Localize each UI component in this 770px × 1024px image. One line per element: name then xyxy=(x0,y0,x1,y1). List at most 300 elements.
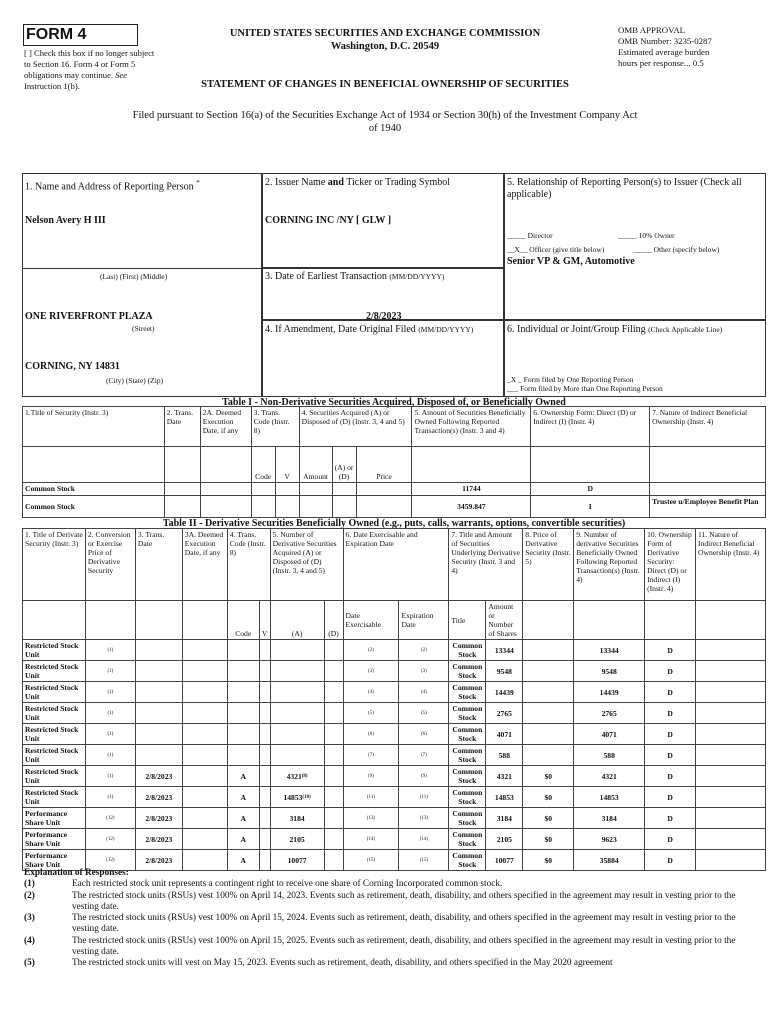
footnote-ref: (3) xyxy=(368,668,374,674)
t2-amount-value: 10077 xyxy=(287,855,307,865)
t2-cell-ushares: 4321 xyxy=(486,766,523,787)
t2-cell-utitle: Common Stock xyxy=(449,640,486,661)
footnote-ref: (5) xyxy=(420,710,427,716)
name-parts-label: (Last) (First) (Middle) xyxy=(100,272,168,281)
t2-cell-price xyxy=(523,745,574,766)
t2-cell-title: Restricted Stock Unit xyxy=(23,745,86,766)
t2-cell-form: D xyxy=(645,745,696,766)
t2-cell-deemed xyxy=(182,682,227,703)
t2-cell-price xyxy=(523,703,574,724)
footnote-ref: (11) xyxy=(419,794,428,800)
t2-cell-owned: 588 xyxy=(574,745,645,766)
t1-r0-title: Common Stock xyxy=(23,483,165,496)
table-row xyxy=(23,682,766,703)
explanation-text: The restricted stock units (RSUs) vest 100% on April 14, 2023. Events such as retirement, death, disability, and others specified in the agreement may result in vesting prior to the vesting date. xyxy=(72,890,736,912)
t2-cell-v xyxy=(259,745,270,766)
rel-owner: _____ 10% Owner xyxy=(618,231,675,240)
box4-label: 4. If Amendment, Date Original Filed (MM/DD/YYYY) xyxy=(265,324,474,335)
t2-cell-v xyxy=(259,829,270,850)
t2-amount-value: 4321 xyxy=(286,771,302,781)
rel-officer: __X__ Officer (give title below) xyxy=(507,245,605,254)
filed-pursuant: Filed pursuant to Section 16(a) of the Securities Exchange Act of 1934 or Section 30(h) of the Investment Company Act of 1940 xyxy=(132,110,638,134)
t2-cell-code xyxy=(227,745,259,766)
footnote-ref: (15) xyxy=(366,857,376,863)
check-note-text: [ ] Check this box if no longer subject to Section 16. Form 4 or Form 5 obligations may continue. xyxy=(24,48,155,80)
t2-cell-form: D xyxy=(645,682,696,703)
t2-h1: 1. Title of Derivate Security (Instr. 3) xyxy=(23,529,86,601)
explanation-item xyxy=(24,879,764,890)
t1-aord: (A) or (D) xyxy=(332,447,356,483)
box6-label: 6. Individual or Joint/Group Filing (Check Applicable Line) xyxy=(507,324,723,335)
t1-h3: 3. Trans. Code (Instr. 8) xyxy=(251,407,299,447)
t2-cell-conv xyxy=(85,787,135,808)
t2-cell-dex xyxy=(343,766,399,787)
t2-cell-conv xyxy=(85,745,135,766)
footnote-ref: (14) xyxy=(419,836,429,842)
t2-cell-date xyxy=(135,640,182,661)
t2-cell-code xyxy=(227,703,259,724)
t2-cell-a xyxy=(270,640,324,661)
t2-cell-utitle: Common Stock xyxy=(449,724,486,745)
t2-cell-code: A xyxy=(227,808,259,829)
agency-name: UNITED STATES SECURITIES AND EXCHANGE COMMISSION xyxy=(229,28,541,39)
check-note-see: See xyxy=(115,70,128,80)
t2-cell-nature xyxy=(696,766,766,787)
t2-cell-ushares: 14853 xyxy=(486,787,523,808)
t2-cell-form: D xyxy=(645,703,696,724)
explanation-number: (4) xyxy=(24,935,35,946)
t1-h7: 7. Nature of Indirect Beneficial Ownership (Instr. 4) xyxy=(650,407,766,447)
footnote-ref: (14) xyxy=(366,836,376,842)
street-label: (Street) xyxy=(132,324,155,333)
t2-cell-date xyxy=(135,703,182,724)
explanation-text: The restricted stock units (RSUs) vest 100% on April 15, 2025. Events such as retirement, death, disability, and others specified in the agreement may result in vesting prior to the vesting date. xyxy=(72,935,736,958)
t2-exp: Expiration Date xyxy=(399,601,449,640)
table1-title: Table I - Non-Derivative Securities Acquired, Disposed of, or Beneficially Owned xyxy=(222,397,566,408)
t2-cell-owned: 4071 xyxy=(574,724,645,745)
t2-cell-v xyxy=(259,766,270,787)
t2-cell-a xyxy=(270,724,324,745)
t1-h2a: 2A. Deemed Execution Date, if any xyxy=(200,407,251,447)
t1-r0-amount: 11744 xyxy=(412,483,531,496)
t2-cell-v xyxy=(259,808,270,829)
t2-cell-d xyxy=(324,829,343,850)
t2-cell-dex xyxy=(343,745,399,766)
box3-label: 3. Date of Earliest Transaction (MM/DD/YYYY) xyxy=(265,271,445,282)
t1-v: V xyxy=(275,447,299,483)
t2-cell-title: Performance Share Unit xyxy=(23,829,86,850)
t2-cell-nature xyxy=(696,808,766,829)
t2-h4: 4. Trans. Code (Instr. 8) xyxy=(227,529,270,601)
t2-cell-conv xyxy=(85,661,135,682)
table-row xyxy=(23,787,766,808)
t1-h6: 6. Ownership Form: Direct (D) or Indirect (I) (Instr. 4) xyxy=(531,407,650,447)
t2-cell-v xyxy=(259,682,270,703)
t2-cell-dex xyxy=(343,682,399,703)
t1-amount: Amount xyxy=(299,447,332,483)
footnote-ref: (6) xyxy=(420,731,427,737)
t2-cell-exp xyxy=(399,766,449,787)
t2-cell-a xyxy=(270,703,324,724)
t2-h6: 6. Date Exercisable and Expiration Date xyxy=(343,529,449,601)
t2-cell-code: A xyxy=(227,787,259,808)
divider xyxy=(22,268,262,269)
t2-cell-dex xyxy=(343,787,399,808)
t2-cell-ushares: 588 xyxy=(486,745,523,766)
footnote-ref: (4) xyxy=(420,689,427,695)
t2-cell-exp xyxy=(399,682,449,703)
footnote-ref: (1) xyxy=(107,773,114,779)
table-row xyxy=(23,745,766,766)
t2-cell-date xyxy=(135,661,182,682)
t2-cell-date xyxy=(135,745,182,766)
footnote-ref: (1) xyxy=(107,731,114,737)
t2-amount-shares: Amount or Number of Shares xyxy=(486,601,523,640)
t2-cell-date: 2/8/2023 xyxy=(135,808,182,829)
table2 xyxy=(22,528,766,871)
table-row xyxy=(23,829,766,850)
table1 xyxy=(22,406,766,518)
t2-cell-form: D xyxy=(645,640,696,661)
rel-director: _____ Director xyxy=(507,231,553,240)
t2-cell-dex xyxy=(343,724,399,745)
footnote-ref: (1) xyxy=(107,647,114,653)
table-row xyxy=(23,483,766,496)
t2-cell-price xyxy=(523,724,574,745)
t2-cell-exp xyxy=(399,787,449,808)
form-title: FORM 4 xyxy=(23,24,138,46)
reporting-city: CORNING, NY 14831 xyxy=(25,361,120,372)
t2-cell-dex xyxy=(343,703,399,724)
t2-cell-ushares: 2105 xyxy=(486,829,523,850)
t1-r1-nature: Trustee u/Employee Benefit Plan xyxy=(650,496,766,518)
t2-cell-v xyxy=(259,703,270,724)
t2-cell-nature xyxy=(696,829,766,850)
t2-cell-dex xyxy=(343,640,399,661)
t2-h7: 7. Title and Amount of Securities Underlying Derivative Security (Instr. 3 and 4) xyxy=(449,529,523,601)
agency-header xyxy=(170,27,600,53)
t1-r1-amount: 3459.847 xyxy=(412,496,531,518)
t2-cell-d xyxy=(324,745,343,766)
explanation-section xyxy=(24,868,764,970)
t2-cell-utitle: Common Stock xyxy=(449,808,486,829)
explanation-item xyxy=(24,958,764,969)
t2-cell-utitle: Common Stock xyxy=(449,682,486,703)
footnote-ref: (9) xyxy=(368,773,374,779)
t1-price: Price xyxy=(356,447,412,483)
footnote-ref: (7) xyxy=(420,752,427,758)
t2-cell-a xyxy=(270,682,324,703)
t2-cell-price xyxy=(523,682,574,703)
t2-cell-form: D xyxy=(645,850,696,871)
t2-cell-utitle: Common Stock xyxy=(449,829,486,850)
t2-cell-nature xyxy=(696,724,766,745)
t2-cell-date xyxy=(135,682,182,703)
t2-cell-conv xyxy=(85,808,135,829)
t2-cell-code xyxy=(227,724,259,745)
t2-cell-deemed xyxy=(182,661,227,682)
t2-cell-title: Restricted Stock Unit xyxy=(23,661,86,682)
box2-label: 2. Issuer Name and Ticker or Trading Symbol xyxy=(265,177,451,188)
t2-cell-form: D xyxy=(645,808,696,829)
t2-a: (A) xyxy=(270,601,324,640)
statement-title: STATEMENT OF CHANGES IN BENEFICIAL OWNERSHIP OF SECURITIES xyxy=(201,79,569,90)
omb-line3: Estimated average burden xyxy=(618,47,710,57)
t2-h8: 8. Price of Derivative Security (Instr. 5) xyxy=(523,529,574,601)
check-note-tail: Instruction 1(b). xyxy=(24,81,80,91)
t2-cell-date: 2/8/2023 xyxy=(135,850,182,871)
t2-cell-utitle: Common Stock xyxy=(449,787,486,808)
t2-cell-code xyxy=(227,661,259,682)
t2-cell-exp xyxy=(399,724,449,745)
omb-line4: hours per response... 0.5 xyxy=(618,58,704,68)
footnote-ref: (5) xyxy=(368,710,374,716)
earliest-date: 2/8/2023 xyxy=(366,311,402,322)
t2-cell-ushares: 3184 xyxy=(486,808,523,829)
t2-cell-conv xyxy=(85,682,135,703)
t2-h5: 5. Number of Derivative Securities Acquired (A) or Disposed of (D) (Instr. 3, 4 and 5) xyxy=(270,529,343,601)
t2-cell-d xyxy=(324,787,343,808)
t2-cell-v xyxy=(259,661,270,682)
explanation-item xyxy=(24,891,764,914)
t1-h1: 1.Title of Security (Instr. 3) xyxy=(23,407,165,447)
t1-r1-form: I xyxy=(531,496,650,518)
box5-label: 5. Relationship of Reporting Person(s) to Issuer (Check all applicable) xyxy=(507,177,742,200)
t2-cell-form: D xyxy=(645,829,696,850)
explanation-number: (5) xyxy=(24,958,35,969)
explanation-number: (3) xyxy=(24,913,35,924)
t2-cell-dex xyxy=(343,829,399,850)
t2-cell-a xyxy=(270,787,324,808)
t2-h10: 10. Ownership Form of Derivative Security: Direct (D) or Indirect (I) (Instr. 4) xyxy=(645,529,696,601)
footnote-ref: (7) xyxy=(368,752,374,758)
t2-cell-owned: 9548 xyxy=(574,661,645,682)
footnote-ref: (6) xyxy=(368,731,374,737)
filing-more: ___ Form filed by More than One Reporting Person xyxy=(507,384,663,393)
t1-r0-form: D xyxy=(531,483,650,496)
explanation-number: (1) xyxy=(24,879,35,890)
reporting-name: Nelson Avery H III xyxy=(25,215,106,226)
omb-line1: OMB APPROVAL xyxy=(618,25,686,35)
footnote-ref: (10) xyxy=(302,794,311,800)
t2-cell-exp xyxy=(399,661,449,682)
t2-amount-value: 3184 xyxy=(289,813,305,823)
footnote-ref: (3) xyxy=(420,668,427,674)
footnote-ref: (1) xyxy=(107,710,114,716)
t2-cell-d xyxy=(324,724,343,745)
t2-code: Code xyxy=(227,601,259,640)
t2-cell-date xyxy=(135,724,182,745)
t2-cell-a xyxy=(270,766,324,787)
t2-cell-dex xyxy=(343,661,399,682)
t2-cell-form: D xyxy=(645,787,696,808)
t2-cell-conv xyxy=(85,766,135,787)
t2-cell-d xyxy=(324,640,343,661)
footnote-ref: (4) xyxy=(368,689,374,695)
t2-cell-owned: 2765 xyxy=(574,703,645,724)
t2-d: (D) xyxy=(324,601,343,640)
t1-r0-nature xyxy=(650,483,766,496)
footnote-ref: (13) xyxy=(366,815,376,821)
t2-cell-date: 2/8/2023 xyxy=(135,766,182,787)
footnote-ref: (2) xyxy=(420,647,427,653)
t2-cell-price: $0 xyxy=(523,829,574,850)
footnote-ref: (1) xyxy=(107,794,114,800)
t2-cell-nature xyxy=(696,745,766,766)
t2-cell-title: Restricted Stock Unit xyxy=(23,682,86,703)
table-row xyxy=(23,640,766,661)
t2-cell-ushares: 2765 xyxy=(486,703,523,724)
t2-cell-dex xyxy=(343,808,399,829)
explanation-number: (2) xyxy=(24,890,35,901)
t2-cell-utitle: Common Stock xyxy=(449,661,486,682)
t2-cell-price: $0 xyxy=(523,787,574,808)
t2-cell-nature xyxy=(696,703,766,724)
t2-cell-deemed xyxy=(182,787,227,808)
t2-date-ex: Date Exercisable xyxy=(343,601,399,640)
t2-cell-price: $0 xyxy=(523,766,574,787)
t1-r1-title: Common Stock xyxy=(23,496,165,518)
t2-cell-code: A xyxy=(227,829,259,850)
t2-cell-title: Performance Share Unit xyxy=(23,808,86,829)
t2-cell-v xyxy=(259,724,270,745)
t2-v: V xyxy=(259,601,270,640)
table-row xyxy=(23,808,766,829)
t2-h3: 3. Trans. Date xyxy=(135,529,182,601)
rel-other: _____ Other (specify below) xyxy=(633,245,720,254)
t2-cell-d xyxy=(324,682,343,703)
t2-cell-nature xyxy=(696,682,766,703)
t2-cell-v xyxy=(259,787,270,808)
t2-cell-deemed xyxy=(182,808,227,829)
t2-cell-a xyxy=(270,661,324,682)
filing-one: _X _ Form filed by One Reporting Person xyxy=(507,375,634,384)
t2-cell-price: $0 xyxy=(523,850,574,871)
t2-cell-d xyxy=(324,808,343,829)
footnote-ref: (2) xyxy=(368,647,374,653)
t2-cell-owned: 3184 xyxy=(574,808,645,829)
t2-cell-deemed xyxy=(182,766,227,787)
reporting-street: ONE RIVERFRONT PLAZA xyxy=(25,311,153,322)
t2-cell-conv xyxy=(85,703,135,724)
t2-cell-v xyxy=(259,640,270,661)
t2-cell-a xyxy=(270,745,324,766)
t2-cell-owned: 14439 xyxy=(574,682,645,703)
table2-title: Table II - Derivative Securities Beneficially Owned (e.g., puts, calls, warrants, options, convertible securities) xyxy=(162,518,626,529)
t2-cell-conv xyxy=(85,640,135,661)
t2-cell-title: Restricted Stock Unit xyxy=(23,724,86,745)
footnote-ref: (1) xyxy=(107,668,114,674)
explanation-text: Each restricted stock unit represents a contingent right to receive one share of Corning Incorporated common stock. xyxy=(72,879,503,890)
t2-cell-code xyxy=(227,640,259,661)
t2-h2: 2. Conversion or Exercise Price of Derivative Security xyxy=(85,529,135,601)
t2-cell-owned: 13344 xyxy=(574,640,645,661)
t2-cell-owned: 4321 xyxy=(574,766,645,787)
t2-cell-owned: 14853 xyxy=(574,787,645,808)
t2-cell-ushares: 10077 xyxy=(486,850,523,871)
t2-amount-value: 14853 xyxy=(283,792,303,802)
t2-amount-value: 2105 xyxy=(289,834,305,844)
t2-cell-form: D xyxy=(645,661,696,682)
table-row xyxy=(23,724,766,745)
footnote-ref: (8) xyxy=(301,773,308,779)
t1-code: Code xyxy=(251,447,275,483)
t2-cell-title: Restricted Stock Unit xyxy=(23,703,86,724)
t2-cell-exp xyxy=(399,640,449,661)
city-label: (City) (State) (Zip) xyxy=(106,376,164,385)
t2-h9: 9. Number of derivative Securities Beneficially Owned Following Reported Transaction(s) (Instr. 4) xyxy=(574,529,645,601)
t2-cell-price xyxy=(523,661,574,682)
t2-cell-deemed xyxy=(182,829,227,850)
t2-cell-nature xyxy=(696,640,766,661)
agency-city: Washington, D.C. 20549 xyxy=(330,41,440,52)
t2-cell-d xyxy=(324,661,343,682)
t2-cell-conv xyxy=(85,724,135,745)
table-row xyxy=(23,661,766,682)
issuer-name: CORNING INC /NY [ GLW ] xyxy=(265,215,392,226)
table-row xyxy=(23,703,766,724)
t2-utitle: Title xyxy=(449,601,486,640)
explanation-text: The restricted stock units will vest on May 15, 2023. Events such as retirement, death, disability, and others specified in the May 2020 agreement xyxy=(72,958,613,969)
explanation-item xyxy=(24,913,764,936)
t2-cell-exp xyxy=(399,808,449,829)
t2-cell-deemed xyxy=(182,724,227,745)
t2-cell-conv xyxy=(85,829,135,850)
footnote-ref: (12) xyxy=(106,857,115,863)
t2-cell-date: 2/8/2023 xyxy=(135,787,182,808)
footnote-ref: (13) xyxy=(419,815,429,821)
check-box-note xyxy=(24,48,159,92)
t2-cell-exp xyxy=(399,829,449,850)
t2-cell-price xyxy=(523,640,574,661)
t2-cell-owned: 9623 xyxy=(574,829,645,850)
t2-cell-utitle: Common Stock xyxy=(449,766,486,787)
t1-h2: 2. Trans. Date xyxy=(164,407,200,447)
t2-cell-utitle: Common Stock xyxy=(449,703,486,724)
t2-cell-price: $0 xyxy=(523,808,574,829)
explanation-heading: Explanation of Responses: xyxy=(24,868,129,878)
explanation-text: The restricted stock units (RSUs) vest 100% on April 15, 2024. Events such as retirement, death, disability, and others specified in the agreement may result in vesting prior to the vesting date. xyxy=(72,913,736,935)
t2-h3a: 3A. Deemed Execution Date, if any xyxy=(182,529,227,601)
footnote-ref: (12) xyxy=(106,815,115,821)
t2-cell-title: Restricted Stock Unit xyxy=(23,787,86,808)
t2-cell-form: D xyxy=(645,724,696,745)
t2-cell-code xyxy=(227,682,259,703)
t2-cell-a xyxy=(270,829,324,850)
footnote-ref: (11) xyxy=(366,794,376,800)
t2-cell-exp xyxy=(399,703,449,724)
t2-cell-a xyxy=(270,808,324,829)
explanation-item xyxy=(24,936,764,959)
t2-cell-utitle: Common Stock xyxy=(449,745,486,766)
t2-cell-code: A xyxy=(227,850,259,871)
t2-cell-date: 2/8/2023 xyxy=(135,829,182,850)
t2-cell-d xyxy=(324,766,343,787)
footnote-ref: (12) xyxy=(106,836,115,842)
t2-cell-exp xyxy=(399,745,449,766)
table-row xyxy=(23,766,766,787)
t1-h4: 4. Securities Acquired (A) or Disposed of (D) (Instr. 3, 4 and 5) xyxy=(299,407,412,447)
t2-cell-deemed xyxy=(182,745,227,766)
t2-cell-title: Performance Share Unit xyxy=(23,850,86,871)
footnote-ref: (15) xyxy=(419,857,429,863)
table-row xyxy=(23,496,766,518)
t2-cell-title: Restricted Stock Unit xyxy=(23,640,86,661)
t2-cell-ushares: 14439 xyxy=(486,682,523,703)
t2-cell-ushares: 13344 xyxy=(486,640,523,661)
omb-approval xyxy=(618,25,758,69)
t2-cell-deemed xyxy=(182,703,227,724)
